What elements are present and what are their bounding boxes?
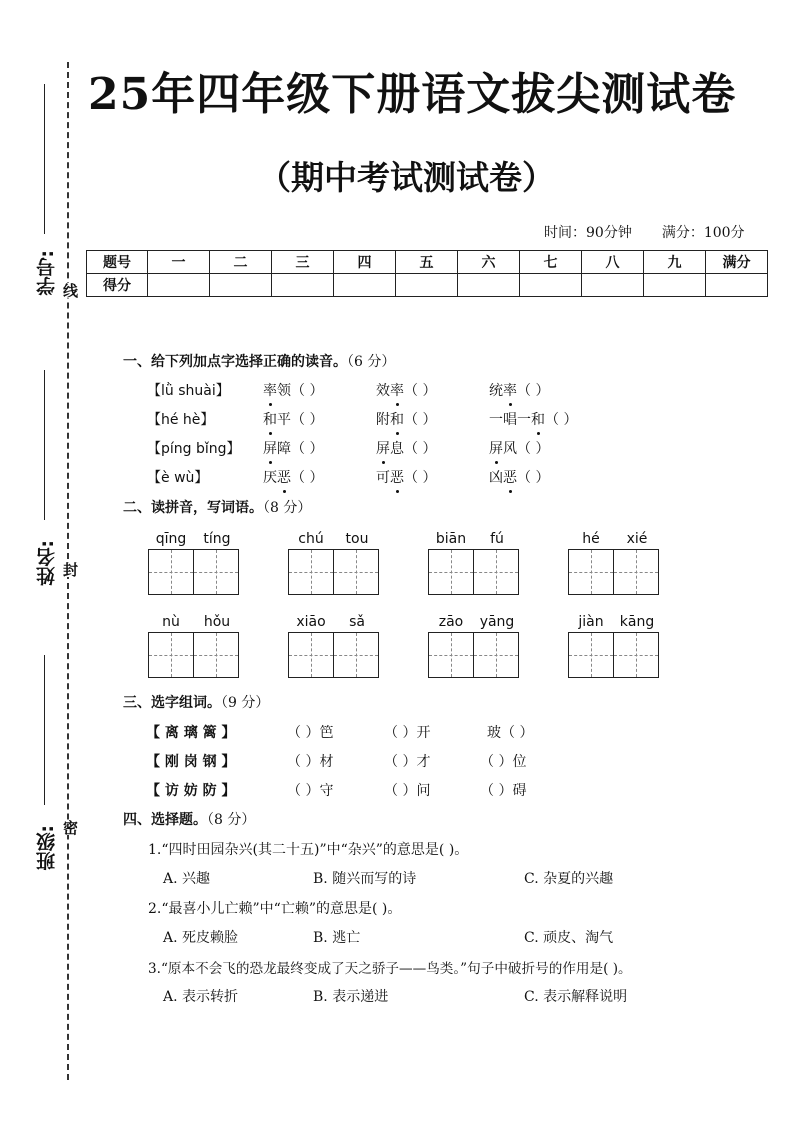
score-header-cell: 七 xyxy=(520,251,582,274)
dotted-word xyxy=(376,380,436,400)
option-c[interactable]: C. 表示解释说明 xyxy=(524,989,628,1005)
dotted-word xyxy=(376,438,436,458)
score-cell[interactable] xyxy=(148,274,210,297)
dotted-char: 率 xyxy=(503,380,517,400)
section-4-title-text: 四、选择题。 xyxy=(123,812,207,828)
section-3-points: （9 分） xyxy=(221,695,270,711)
word-blank[interactable]: 障（ ） xyxy=(277,441,324,457)
pinyin-syllable: qīng xyxy=(155,531,187,547)
pinyin-syllable: zāo xyxy=(438,614,464,630)
pinyin-syllable: sǎ xyxy=(349,614,365,630)
name-line xyxy=(44,370,45,520)
score-table-header-row xyxy=(87,251,768,274)
writing-grid[interactable] xyxy=(473,632,519,678)
char-options: 【 刚 岗 钢 】 xyxy=(146,754,236,770)
option-c[interactable]: C. 顽皮、淘气 xyxy=(524,930,614,946)
option-a[interactable]: A. 兴趣 xyxy=(163,871,211,887)
writing-grid[interactable] xyxy=(473,549,519,595)
word-prefix: 凶 xyxy=(489,470,503,486)
student-id-label: 学号: xyxy=(36,250,58,296)
class-line xyxy=(44,655,45,805)
dotted-char: 屏 xyxy=(489,438,503,458)
option-b[interactable]: B. 随兴而写的诗 xyxy=(313,871,417,887)
score-cell[interactable] xyxy=(210,274,272,297)
pinyin-syllable: tíng xyxy=(203,531,231,547)
pinyin-options: 【lǜ shuài】 xyxy=(147,383,230,399)
section-4-title xyxy=(123,809,255,829)
dotted-char: 恶 xyxy=(503,467,517,487)
pinyin-syllable: kāng xyxy=(619,614,655,630)
dotted-word xyxy=(489,467,549,487)
char-options: 【 离 璃 篱 】 xyxy=(146,725,236,741)
fill-blank[interactable]: （ ）位 xyxy=(480,754,527,770)
fill-blank[interactable]: （ ）材 xyxy=(287,754,334,770)
dotted-word xyxy=(376,409,436,429)
pinyin-syllable: fú xyxy=(490,531,504,547)
word-prefix: 一唱一 xyxy=(489,412,531,428)
pinyin-syllable: yāng xyxy=(479,614,515,630)
section-4-points: （8 分） xyxy=(207,812,256,828)
pinyin-options: 【hé hè】 xyxy=(147,412,215,428)
score-header-cell: 九 xyxy=(644,251,706,274)
section-1-points: （6 分） xyxy=(347,354,396,370)
cut-secret-mark: 密 xyxy=(61,820,79,835)
score-cell[interactable] xyxy=(706,274,768,297)
score-header-cell: 一 xyxy=(148,251,210,274)
dotted-char: 率 xyxy=(263,380,277,400)
writing-grid[interactable] xyxy=(288,549,334,595)
pinyin-syllable: jiàn xyxy=(578,614,604,630)
pinyin-syllable: xié xyxy=(626,531,648,547)
dotted-char: 屏 xyxy=(263,438,277,458)
score-header-cell: 满分 xyxy=(706,251,768,274)
dotted-word xyxy=(263,380,323,400)
score-cell[interactable] xyxy=(334,274,396,297)
name-label: 姓名: xyxy=(36,540,58,586)
word-blank[interactable]: （ ） xyxy=(545,412,578,428)
pinyin-syllable: nù xyxy=(162,614,180,630)
dotted-word xyxy=(489,380,549,400)
writing-grid[interactable] xyxy=(148,632,194,678)
score-cell[interactable] xyxy=(396,274,458,297)
word-blank[interactable]: 风（ ） xyxy=(503,441,550,457)
word-blank[interactable]: （ ） xyxy=(404,470,437,486)
dotted-word xyxy=(489,409,577,429)
score-header-cell: 题号 xyxy=(87,251,148,274)
pinyin-syllable: hǒu xyxy=(203,614,231,630)
cut-seal-mark: 封 xyxy=(61,562,79,577)
score-header-cell: 五 xyxy=(396,251,458,274)
page-subtitle: （期中考试测试卷） xyxy=(258,158,555,197)
writing-grid[interactable] xyxy=(613,549,659,595)
writing-grid[interactable] xyxy=(428,632,474,678)
dotted-char: 和 xyxy=(263,409,277,429)
pinyin-syllable: biān xyxy=(435,531,467,547)
word-blank[interactable]: （ ） xyxy=(517,383,550,399)
student-id-line xyxy=(44,84,45,234)
score-header-cell: 二 xyxy=(210,251,272,274)
section-2-points: （8 分） xyxy=(263,500,312,516)
word-blank[interactable]: （ ） xyxy=(291,470,324,486)
option-b[interactable]: B. 表示递进 xyxy=(313,989,389,1005)
writing-grid[interactable] xyxy=(193,632,239,678)
dotted-char: 恶 xyxy=(277,467,291,487)
exam-full-score: 满分：100分 xyxy=(661,225,745,241)
pinyin-options: 【píng bǐng】 xyxy=(147,441,241,457)
fill-blank[interactable]: 玻（ ） xyxy=(487,725,534,741)
question-text: 1.“四时田园杂兴(其二十五)”中“杂兴”的意思是( )。 xyxy=(148,842,469,858)
pinyin-options: 【è wù】 xyxy=(147,470,209,486)
fill-blank[interactable]: （ ）才 xyxy=(384,754,431,770)
section-3-title-text: 三、选字组词。 xyxy=(123,695,221,711)
score-header-cell: 四 xyxy=(334,251,396,274)
exam-info xyxy=(544,222,745,242)
writing-grid[interactable] xyxy=(333,632,379,678)
writing-grid[interactable] xyxy=(428,549,474,595)
word-blank[interactable]: 息（ ） xyxy=(390,441,437,457)
dotted-char: 和 xyxy=(390,409,404,429)
word-prefix: 效 xyxy=(376,383,390,399)
dotted-char: 和 xyxy=(531,409,545,429)
question-text: 3.“原本不会飞的恐龙最终变成了天之骄子——鸟类。”句子中破折号的作用是( )。 xyxy=(148,961,632,977)
writing-grid[interactable] xyxy=(148,549,194,595)
char-options: 【 访 妨 防 】 xyxy=(146,783,236,799)
dotted-word xyxy=(263,438,323,458)
score-row-label: 得分 xyxy=(87,274,148,297)
pinyin-syllable: chú xyxy=(298,531,324,547)
dotted-char: 屏 xyxy=(376,438,390,458)
word-blank[interactable]: 领（ ） xyxy=(277,383,324,399)
fill-blank[interactable]: （ ）碍 xyxy=(480,783,527,799)
class-label: 班级: xyxy=(36,825,58,871)
dotted-word xyxy=(263,467,323,487)
word-blank[interactable]: 平（ ） xyxy=(277,412,324,428)
writing-grid[interactable] xyxy=(613,632,659,678)
score-cell[interactable] xyxy=(520,274,582,297)
section-3-title xyxy=(123,692,269,712)
dotted-word xyxy=(376,467,436,487)
pinyin-syllable: hé xyxy=(582,531,600,547)
fill-blank[interactable]: （ ）笆 xyxy=(287,725,334,741)
word-prefix: 厌 xyxy=(263,470,277,486)
writing-grid[interactable] xyxy=(193,549,239,595)
pinyin-syllable: xiāo xyxy=(296,614,326,630)
score-cell[interactable] xyxy=(458,274,520,297)
option-b[interactable]: B. 逃亡 xyxy=(313,930,361,946)
word-prefix: 可 xyxy=(376,470,390,486)
score-cell[interactable] xyxy=(644,274,706,297)
option-a[interactable]: A. 死皮赖脸 xyxy=(163,930,239,946)
word-prefix: 统 xyxy=(489,383,503,399)
fill-blank[interactable]: （ ）守 xyxy=(287,783,334,799)
page-title: 25年四年级下册语文拔尖测试卷 xyxy=(88,69,737,120)
option-a[interactable]: A. 表示转折 xyxy=(163,989,239,1005)
dotted-char: 恶 xyxy=(390,467,404,487)
dotted-word xyxy=(263,409,323,429)
exam-time: 时间：90分钟 xyxy=(544,225,632,241)
writing-grid[interactable] xyxy=(288,632,334,678)
fill-blank[interactable]: （ ）问 xyxy=(384,783,431,799)
section-2-title xyxy=(123,497,311,517)
writing-grid[interactable] xyxy=(568,549,614,595)
score-table-score-row xyxy=(87,274,768,297)
word-blank[interactable]: （ ） xyxy=(404,383,437,399)
dotted-char: 率 xyxy=(390,380,404,400)
writing-grid[interactable] xyxy=(568,632,614,678)
question-text: 2.“最喜小儿亡赖”中“亡赖”的意思是( )。 xyxy=(148,901,402,917)
section-2-title-text: 二、读拼音，写词语。 xyxy=(123,500,263,516)
score-header-cell: 八 xyxy=(582,251,644,274)
score-table xyxy=(86,250,768,297)
pinyin-syllable: tou xyxy=(345,531,369,547)
score-header-cell: 六 xyxy=(458,251,520,274)
score-cell[interactable] xyxy=(272,274,334,297)
word-blank[interactable]: （ ） xyxy=(404,412,437,428)
word-blank[interactable]: （ ） xyxy=(517,470,550,486)
writing-grid[interactable] xyxy=(333,549,379,595)
option-c[interactable]: C. 杂夏的兴趣 xyxy=(524,871,614,887)
fill-blank[interactable]: （ ）开 xyxy=(384,725,431,741)
section-1-title-text: 一、给下列加点字选择正确的读音。 xyxy=(123,354,347,370)
word-prefix: 附 xyxy=(376,412,390,428)
section-1-title xyxy=(123,351,395,371)
dotted-word xyxy=(489,438,549,458)
score-header-cell: 三 xyxy=(272,251,334,274)
cut-line-mark: 线 xyxy=(61,283,79,298)
score-cell[interactable] xyxy=(582,274,644,297)
